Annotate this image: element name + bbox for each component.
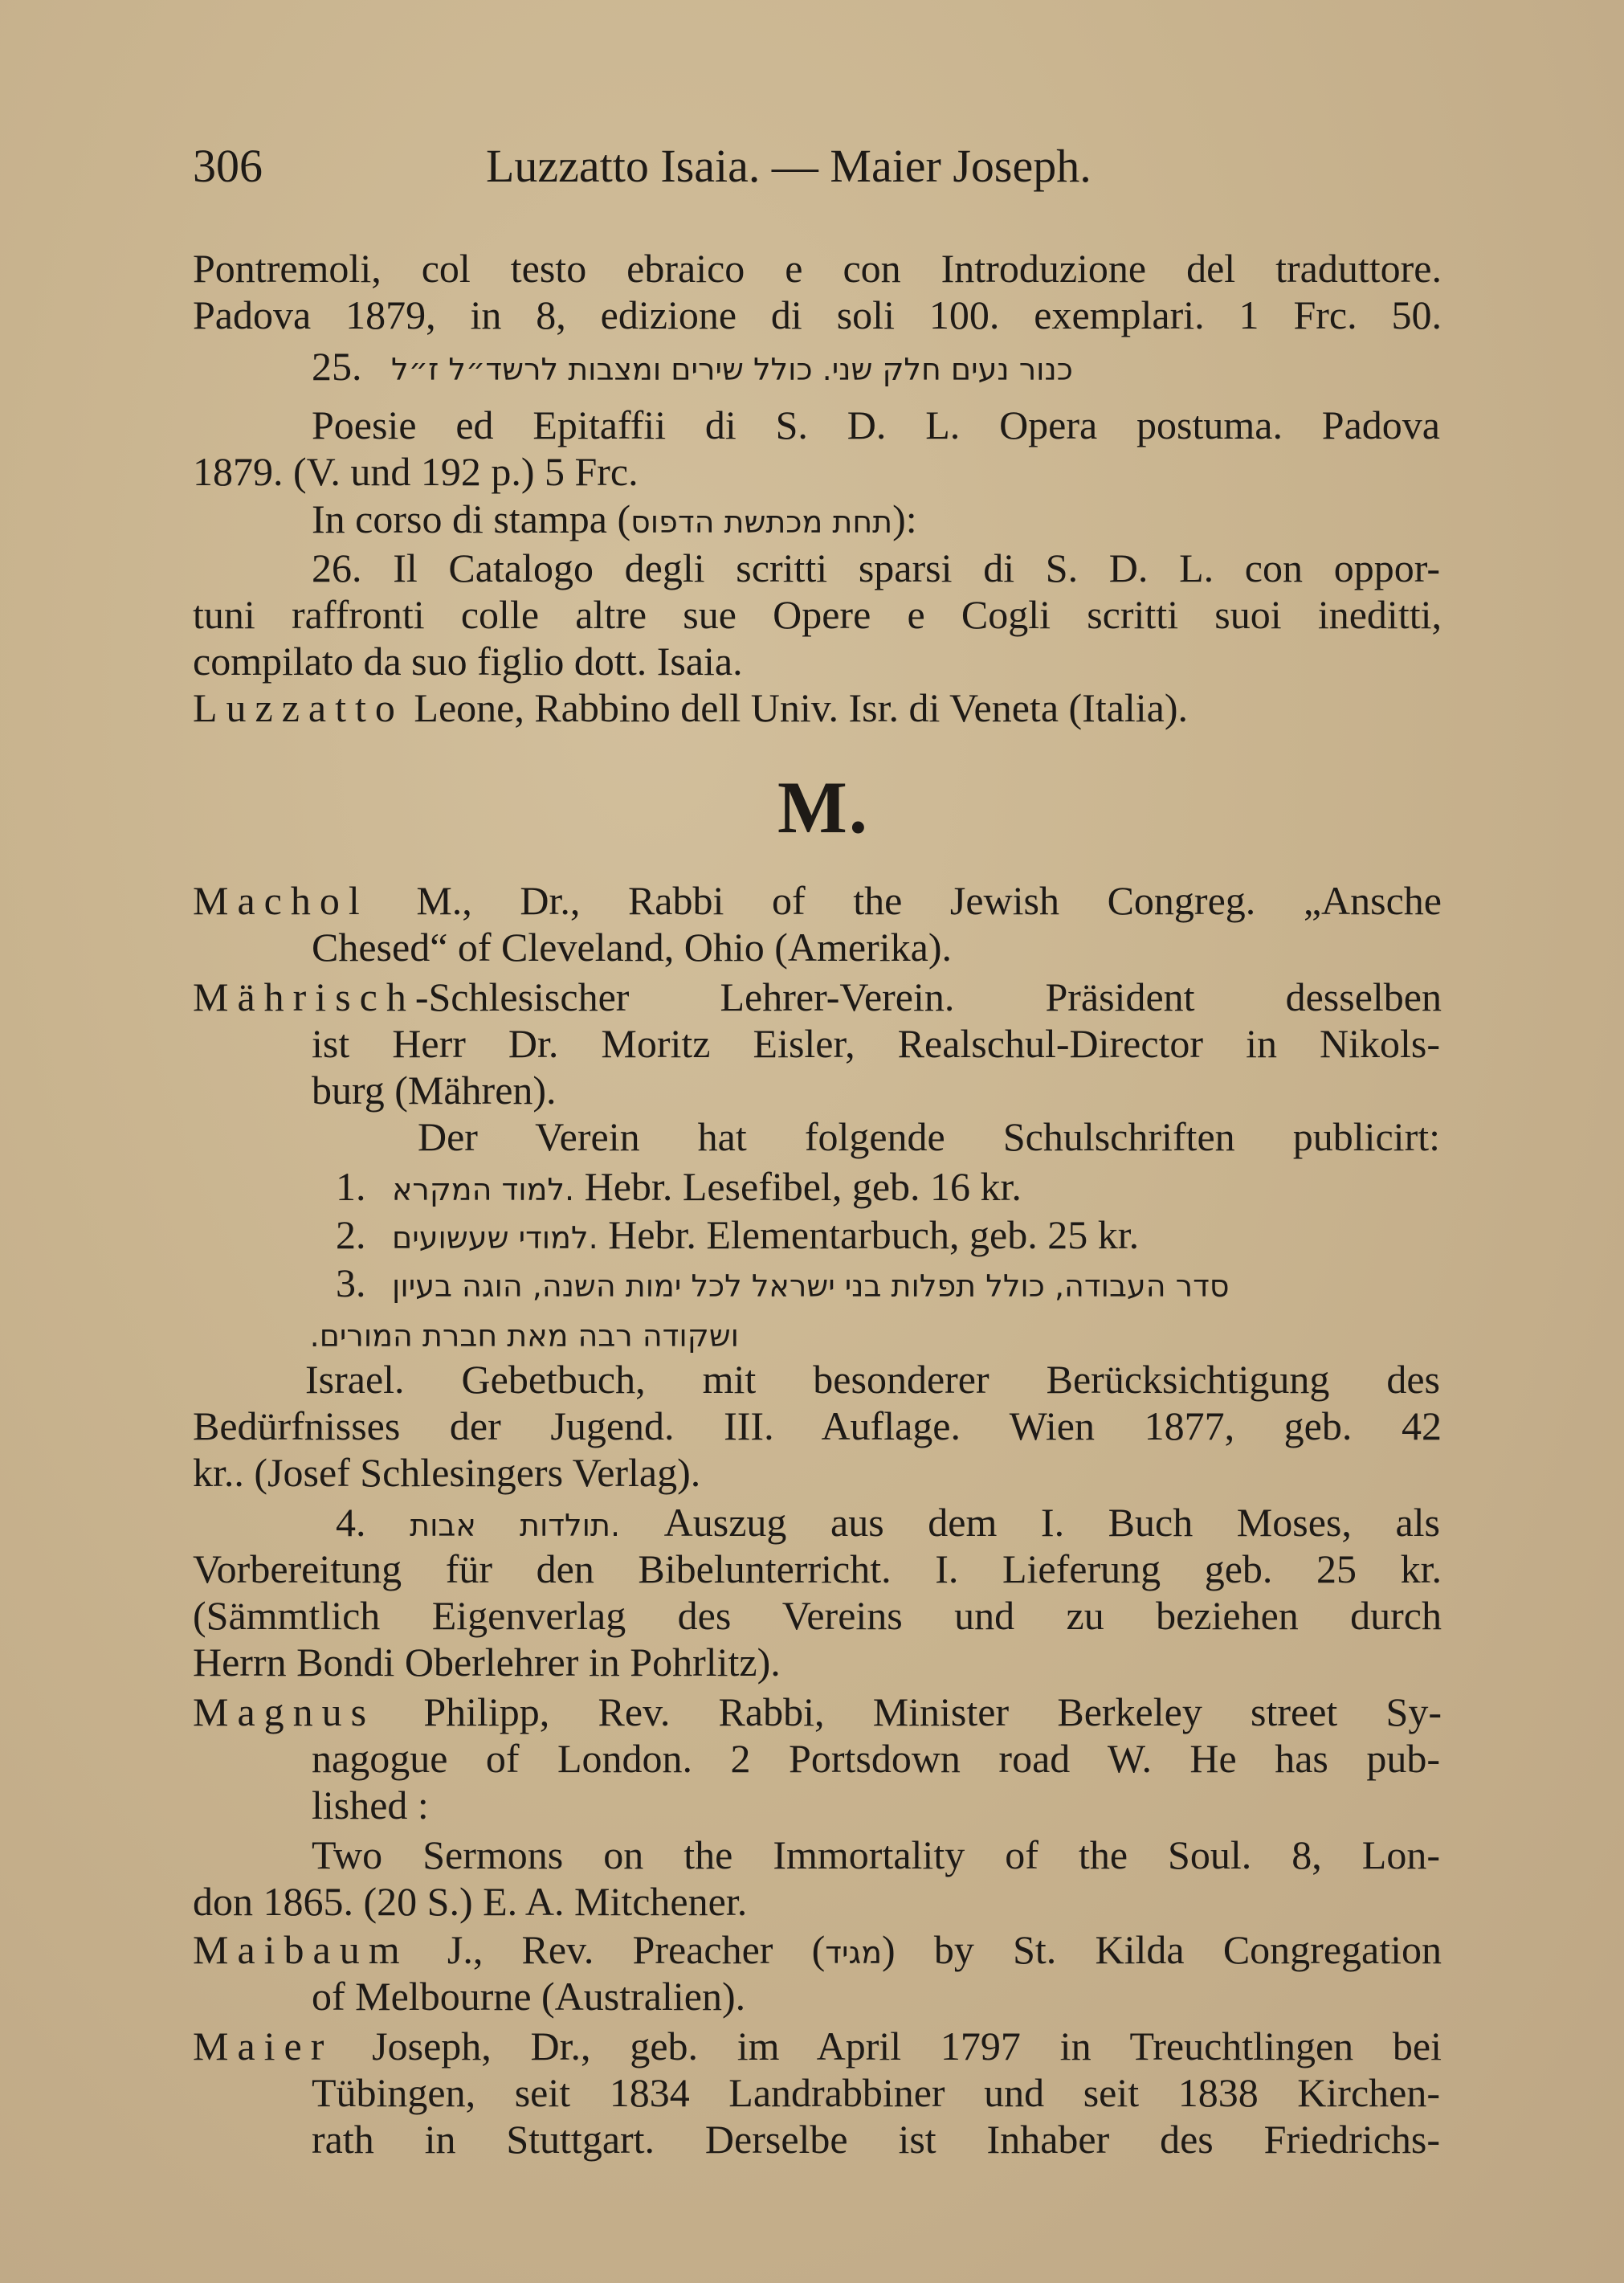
entry-text: -Schlesischer Lehrer-Verein. Präsident desselben [414,974,1442,1019]
text-line: Tübingen, seit 1834 Landrabbiner und seit 1838 Kirchen- [312,2070,1440,2115]
entry-text: Philipp, Rev. Rabbi, Minister Berkeley street Sy- [423,1689,1442,1734]
list-item [336,1499,1440,1549]
item-number: 4. [336,1500,366,1545]
item-text: Hebr. Elementarbuch, geb. 25 kr. [608,1212,1140,1257]
text-line [312,343,1073,393]
item-number: 3. [336,1260,366,1305]
page-number: 306 [193,140,263,192]
entry-name: Mährisch [193,974,415,1019]
entry-line [193,974,1442,1020]
entry-line [193,1689,1442,1735]
text-line: of Melbourne (Australien). [312,1974,746,2019]
list-item [336,1260,1229,1309]
text-line: 1879. (V. und 192 p.) 5 Frc. [193,449,639,494]
text-segment: In corso di stampa ( [312,496,631,541]
entry-name: Maier [193,2024,333,2069]
text-line: Bedürfnisses der Jugend. III. Auflage. Wien 1877, geb. 42 [193,1403,1442,1448]
text-line: ist Herr Dr. Moritz Eisler, Realschul-Director in Nikols- [312,1021,1440,1066]
entry-line [193,684,1188,731]
running-title: Luzzatto Isaia. — Maier Joseph. [486,140,1092,192]
text-line: Padova 1879, in 8, edizione di soli 100. exemplari. 1 Frc. 50. [193,292,1442,337]
entry-text: M., Dr., Rabbi of the Jewish Congreg. „Ansche [416,878,1442,923]
text-line: nagogue of London. 2 Portsdown road W. He has pub- [312,1736,1440,1781]
entry-name: Luzzatto [193,685,404,730]
entry-text: Leone, Rabbino dell Univ. Isr. di Veneta (Italia). [414,685,1189,730]
text-line: Vorbereitung für den Bibelunterricht. I. Lieferung geb. 25 kr. [193,1546,1442,1591]
text-segment: ) by St. Kilda Congregation [882,1927,1442,1972]
text-segment: ): [892,496,917,541]
hebrew-line [193,1309,739,1359]
hebrew-phrase: תחת מכתשת הדפוס [630,504,893,540]
text-line: 26. Il Catalogo degli scritti sparsi di S. D. L. con oppor- [312,545,1440,590]
hebrew-title: תולדות אבות. [410,1508,621,1543]
text-line: rath in Stuttgart. Derselbe ist Inhaber des Friedrichs- [312,2117,1440,2162]
entry-name: Magnus [193,1689,376,1734]
entry-name: Maibaum [193,1927,409,1972]
entry-line [193,2023,1442,2069]
text-line: burg (Mähren). [312,1068,557,1113]
hebrew-phrase: מגיד [825,1935,883,1971]
text-line: lished : [312,1783,429,1828]
hebrew-title: למודי שעשועים. [392,1220,598,1256]
text-line: Two Sermons on the Immortality of the Soul. 8, Lon- [312,1832,1440,1877]
text-line: compilato da suo figlio dott. Isaia. [193,639,743,684]
item-number: 1. [336,1164,366,1209]
text-line: Israel. Gebetbuch, mit besonderer Berücksichtigung des [305,1357,1440,1402]
hebrew-title: כנור נעים חלק שני. כולל שירים ומצבות לרשד״ל ז״ל [391,352,1073,387]
list-item [336,1163,1022,1213]
text-line: Poesie ed Epitaffii di S. D. L. Opera postuma. Padova [312,402,1440,447]
text-line: Pontremoli, col testo ebraico e con Introduzione del traduttore. [193,246,1442,291]
entry-line [193,877,1442,924]
section-letter: M. [777,766,869,848]
entry-line [193,1926,1442,1976]
text-line: don 1865. (20 S.) E. A. Mitchener. [193,1879,748,1924]
text-line: Der Verein hat folgende Schulschriften publicirt: [418,1114,1440,1159]
text-line: (Sämmtlich Eigenverlag des Vereins und zu beziehen durch [193,1593,1442,1638]
text-line: Chesed“ of Cleveland, Ohio (Amerika). [312,925,952,970]
text-segment: J., Rev. Preacher ( [447,1927,826,1972]
entry-name: Machol [193,878,369,923]
list-item [336,1211,1139,1261]
text-line [312,496,917,545]
item-number: 25. [312,344,362,389]
item-text: Hebr. Lesefibel, geb. 16 kr. [584,1164,1022,1209]
item-number: 2. [336,1212,366,1257]
item-text: Auszug aus dem I. Buch Moses, als [663,1500,1441,1545]
hebrew-title: ושקודה רבה מאת חברת המורים. [309,1318,739,1354]
entry-text: Joseph, Dr., geb. im April 1797 in Treuchtlingen bei [372,2024,1442,2069]
entry-text [447,1927,1442,1972]
text-line: Herrn Bondi Oberlehrer in Pohrlitz). [193,1640,781,1685]
text-line: kr.. (Josef Schlesingers Verlag). [193,1450,701,1495]
hebrew-title: סדר העבודה, כולל תפלות בני ישראל לכל ימות השנה, הוגה בעיון [392,1268,1230,1304]
text-line: tuni raffronti colle altre sue Opere e Cogli scritti suoi ineditti, [193,592,1442,637]
hebrew-title: למוד המקרא. [392,1172,575,1207]
